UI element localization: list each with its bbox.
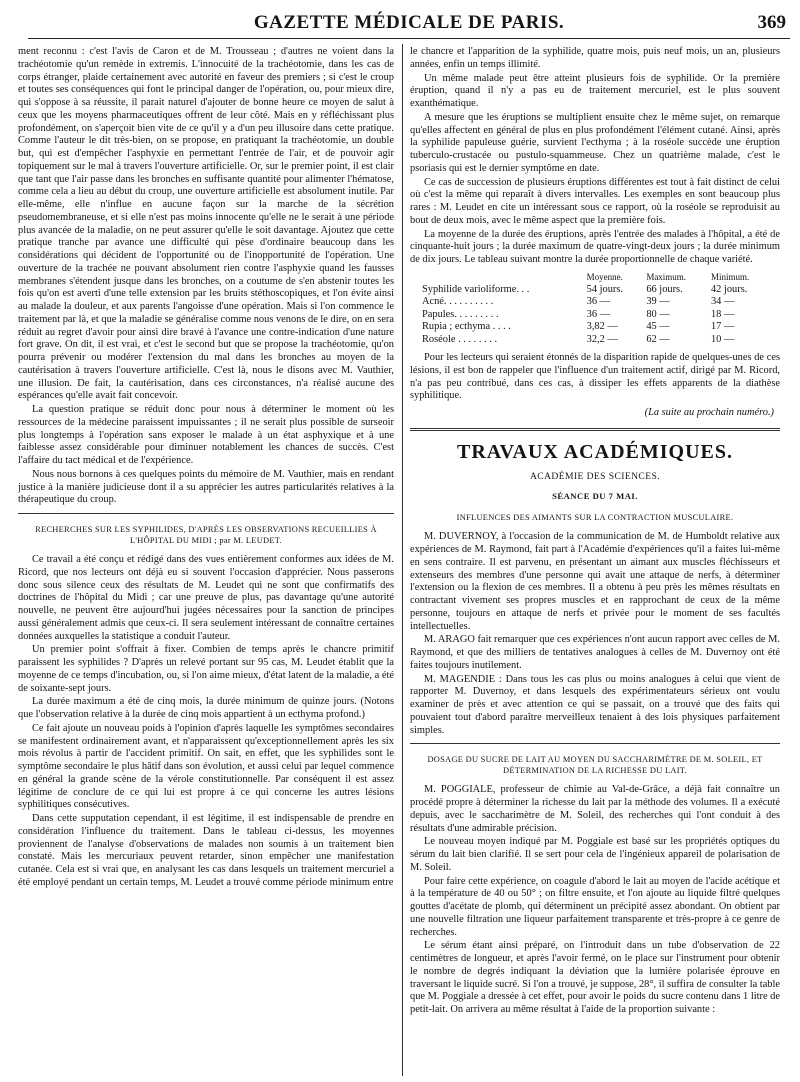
table-cell: Rupia ; ecthyma . . . . xyxy=(422,321,511,332)
table-row xyxy=(420,321,772,334)
paragraph: M. ARAGO fait remarquer que ces expériences n'ont aucun rapport avec celles de M. Raymond, et que des milliers de tentatives analogues à celles de M. Duvernoy ont été faites toujours inutilement. xyxy=(410,634,780,671)
table-cell: 10 — xyxy=(710,333,735,345)
paragraph: M. POGGIALE, professeur de chimie au Val-de-Grâce, a déjà fait connaître un procédé propre à déterminer la richesse du lait par la méthode des volumes. Il a exécuté depuis, avec le saccharimètre de M. Soleil, des recherches qui l'ont conduit à des résultats d'une admirable précision. xyxy=(410,784,780,834)
table-cell: Roséole . . . . . . . . xyxy=(422,333,498,345)
paragraph: Un même malade peut être atteint plusieurs fois de syphilide. Or la première éruption, quand il n'y a pas eu de traitement mercuriel, est le plus souvent exanthématique. xyxy=(410,72,780,109)
paragraph: le chancre et l'apparition de la syphilide, quatre mois, puis neuf mois, un an, plusieurs années, enfin un temps illimité. xyxy=(410,46,780,70)
continuation-note: (La suite au prochain numéro.) xyxy=(644,407,774,418)
section-rule xyxy=(410,743,780,744)
paragraph: A mesure que les éruptions se multiplient ensuite chez le même sujet, on remarque qu'elles affectent en général de plus en plus profondément l'élément cutané. Ainsi, après la syphilide papuleuse guérie, survient l'ecthyma ; à la roséole succède une éruption tuberculo-crustacée ou pustulo-squammeuse. Chez un quatrième malade, c'est le psoriasis qui est le dernier symptôme en date. xyxy=(410,111,780,174)
table-header-row xyxy=(420,271,772,284)
table-row xyxy=(420,309,772,322)
paragraph: Le nouveau moyen indiqué par M. Poggiale est basé sur les propriétés optiques du sérum du lait bien clarifié. Il se sert pour cela de l'ingénieux appareil de polarisation de M. Soleil. xyxy=(410,836,780,873)
paragraph: Dans cette supputation cependant, il est légitime, il est indispensable de prendre en considération l'influence du traitement. Dans le tableau ci-dessus, les moyennes proviennent de l'analyse d'observations de malades non soumis à un traitement bien constaté. Mais les mercuriaux peuvent retarder, sinon empêcher une manifestation cutanée. Cela est si vrai que, en analysant les cas dans lesquels un traitement mercuriel a été employé pendant un certain temps, M. Leudet a trouvé comme période minimum entre xyxy=(18,813,394,888)
academie-title: ACADÉMIE DES SCIENCES. xyxy=(529,470,661,482)
table-cell: 42 jours. xyxy=(710,283,748,295)
section-rule xyxy=(18,513,394,514)
paragraph: M. MAGENDIE : Dans tous les cas plus ou moins analogues à celui que vient de rapporter M. Duvernoy, et dans lesquels des expérimentateurs sérieux ont voulu examiner de près et avec attention ce qui se passait, on a trouvé que des faits qui pouvaient tout d'abord paraître merveilleux tenaient à des lois physiques parfaitement simples. xyxy=(410,673,780,736)
table-header: Moyenne. xyxy=(586,271,623,282)
page-number: 369 xyxy=(757,12,786,33)
paragraph: M. DUVERNOY, à l'occasion de la communication de M. de Humboldt relative aux expériences de M. Raymond, fait part à l'Académie d'expériences qu'il a faites lui-même en sens contraire. Il est parvenu, en présentant un aimant aux muscles fléchisseurs et extenseurs des membres d'une personne qui avait une attaque de nerfs, à déterminer l'extension ou la flexion de ces membres. Il a obtenu à peu près les mêmes résultats en contractant vivement ses propres muscles et en rapprochant de ceux de la même personne, toujours en attaque de nerfs et privée pour le moment de ses facultés intellectuelles. xyxy=(410,531,780,632)
paragraph: Pour faire cette expérience, on coagule d'abord le lait au moyen de l'acide acétique et à la température de 40 ou 50° ; on filtre ensuite, et l'on ajoute au liquide filtré quelques gouttes d'acétate de plomb, qui déterminent un précipité assez abondant. On obtient par une nouvelle filtration une liqueur parfaitement transparente et très-propre à ce genre de recherches. xyxy=(410,875,780,938)
table-cell: Papules. . . . . . . . . xyxy=(422,308,499,320)
table-cell: 80 — xyxy=(646,308,670,320)
paragraph: La question pratique se réduit donc pour nous à déterminer le moment où les ressources de la médecine paraissent impuissantes ; il ne serait plus possible de surseoir plus longtemps à l'opération sans exposer le malade à un état asphyxique et à une faiblesse assez considérable pour diminuer notablement les chances de succès. C'est l'affaire du tact médical et de l'expérience. xyxy=(18,404,394,466)
seance-date: SÉANCE DU 7 MAI. xyxy=(552,490,638,501)
table-cell: 36 — xyxy=(586,296,611,307)
table-cell: 32,2 — xyxy=(586,333,618,345)
section-title: DOSAGE DU SUCRE DE LAIT AU MOYEN DU SACCHARIMÈTRE DE M. SOLEIL, ET DÉTERMINATION DE LA RICHESSE DU LAIT. xyxy=(427,755,763,776)
table-row xyxy=(420,334,772,347)
table-row xyxy=(420,296,772,309)
table-cell: Syphilide varioliforme. . . xyxy=(422,283,530,295)
paragraph: Ce cas de succession de plusieurs éruptions différentes est tout à fait distinct de celui où c'est la même qui reparaît à divers intervalles. Les exemples en sont beaucoup plus rares : M. Leudet en cite un intéressant sous ce rapport, où la roséole se reproduisit au bout de deux mois, avec le même aspect que la première fois. xyxy=(410,176,780,226)
column-divider xyxy=(402,44,403,1076)
table-row xyxy=(420,284,772,297)
paragraph: La durée maximum a été de cinq mois, la durée minimum de quinze jours. (Notons que l'observation relative à la durée de cinq mois appartient à un ecthyma profond.) xyxy=(18,696,394,720)
table-cell: 36 — xyxy=(586,308,611,320)
journal-title: GAZETTE MÉDICALE DE PARIS. xyxy=(253,12,565,33)
table-cell: 54 jours. xyxy=(586,283,623,295)
page-header xyxy=(28,12,790,39)
table-cell: 66 jours. xyxy=(646,283,683,295)
duration-table xyxy=(420,271,772,346)
paragraph: Ce fait ajoute un nouveau poids à l'opinion d'après laquelle les symptômes secondaires se manifestent ordinairement avant, et n'apparaissent qu'exceptionnellement après les six mois révolus à partir de l'accident primitif. On sait, en effet, que les syphilides sont le symptôme secondaire le plus hâtif dans son évolution, et aussi celui par lequel commence en général la grande scène de la vérole constitutionnelle. Par conséquent il est assez légitime de conclure de ce qui lui est propre à ce qui concerne les autres lésions syphilitiques consécutives. xyxy=(18,722,394,811)
paragraph: Nous nous bornons à ces quelques points du mémoire de M. Vauthier, mais en rendant justice à la manière judicieuse dont il a su apprécier les autres particularités relatives à la thérapeutique du croup. xyxy=(18,468,394,506)
left-column xyxy=(18,46,394,1076)
paragraph: Ce travail a été conçu et rédigé dans des vues entièrement conformes aux idées de M. Ricord, que nos lecteurs ont déjà eu si souvent l'occasion d'apprécier. Nous passerons donc sous silence ceux des résultats de M. Leudet qui ne sont que confirmatifs des doctrines de l'hôpital du Midi ; car une preuve de plus, pas davantage qu'une autorité nouvelle, ne peuvent être aujourd'hui jugées nécessaires pour la sanction de principes aussi généralement admis que ceux-ci. Il sera seulement intéressant de connaître certaines données auxquelles la statistique a conduit l'auteur. xyxy=(18,554,394,642)
table-header: Maximum. xyxy=(646,271,687,282)
table-cell: 45 — xyxy=(646,321,670,332)
table-cell: 39 — xyxy=(646,296,670,307)
table-cell: Acné. . . . . . . . . . xyxy=(422,296,494,307)
table-cell: 17 — xyxy=(710,321,735,332)
table-header: Minimum. xyxy=(710,271,750,282)
paragraph: La moyenne de la durée des éruptions, après l'entrée des malades à l'hôpital, a été de cinquante-huit jours ; la durée maximum de quatre-vingt-deux jours ; la durée minimum de dix jours. Le tableau suivant montre la durée proportionnelle de chaque variété. xyxy=(410,228,780,265)
table-header xyxy=(420,271,585,284)
table-cell: 18 — xyxy=(710,308,735,320)
paragraph: Le sérum étant ainsi préparé, on l'introduit dans un tube d'observation de 22 centimètres de longueur, et après l'avoir fermé, on le place sur l'instrument pour obtenir le nombre de degrés indiquant la déviation que la lumière polarisée éprouve en traversant le liquide sucré. Si l'on a trouvé, je suppose, 28°, il suffira de consulter la table que M. Poggiale a dressée à cet effet, pour avoir le poids du sucre contenu dans 1 litre de petit-lait. On arrivera au même résultat à l'aide de la proportion suivante : xyxy=(410,940,780,1015)
paragraph: Un premier point s'offrait à fixer. Combien de temps après le chancre primitif paraissent les syphilides ? D'après un relevé portant sur 95 cas, M. Leudet établit que la moyenne de ce temps d'incubation, ou, si l'on aime mieux, d'état latent de la maladie, a été de soixante-sept jours. xyxy=(18,644,394,694)
topic-title: INFLUENCES DES AIMANTS SUR LA CONTRACTION MUSCULAIRE. xyxy=(456,513,734,523)
double-rule xyxy=(410,428,780,431)
table-cell: 62 — xyxy=(646,333,670,345)
table-cell: 34 — xyxy=(710,296,735,307)
right-column xyxy=(410,46,780,1076)
paragraph: Pour les lecteurs qui seraient étonnés de la disparition rapide de quelques-unes de ces lésions, il est bon de rappeler que l'influence d'un traitement actif, dirigé par M. Ricord, n'a pas peu contribué, dans ces cas, à dissiper les effets apparents de la diathèse syphilitique. xyxy=(410,352,780,402)
paragraph: ment reconnu : c'est l'avis de Caron et de M. Trousseau ; d'autres ne voient dans la trachéotomie qu'un remède in extremis. L'innocuité de la trachéotomie, dans les cas de corps étranger, plaide certainement avec autorité en faveur des premiers ; si c'est le croup et toutes ses conséquences qui font le principal danger de l'opération, ou, pour mieux dire, qui s'oppose à sa réussite, il parait naturel d'ajouter de bonne heure ce moyen de salut à ceux que les moyens pharmaceutiques offrent de leur côté. Mais en y réfléchissant plus profondément, on s'aperçoit bien vite de ce qu'il y a d'un peu illusoire dans cette pratique. Comme l'auteur le dit très-bien, on se propose, en pratiquant la trachéotomie, un double but, qui est d'empêcher l'asphyxie en permettant l'entrée de l'air, et de pouvoir agir topiquement sur le mal à travers l'ouverture artificielle. Or, sur le premier point, il est clair que tant que l'air passe dans les bronches en suffisante quantité pour alimenter l'hématose, comme cela a lieu au début du croup, une ouverture artificielle est absolument inutile. Par elle-même, elle n'influe en aucune façon sur la marche de la sécrétion pseudomembraneuse, et si elle n'est pas moins innocente qu'elle ne le serait à une période plus avancée de la maladie, on ne peut assurer qu'elle le soit davantage. Ajoutez que cette pratique tranche par avance une difficulté qui pèse d'ordinaire beaucoup dans les considérations qui décident de l'opportunité ou de l'inopportunité de l'opération. Une ouverture de la trachée ne pouvant absolument rien contre l'asphyxie quand les fausses membranes s'étendent jusque dans les bronches, on a coutume de s'en abstenir toutes les fois qu'on est averti d'une telle extension par les bruits stéthoscopiques, et l'on évite ainsi au malade la douleur, et aux parents l'angoisse d'une opération. Mais si l'on commence le traitement par là, et que la maladie se généralise comme nous venons de le dire, on en sera réduit au regret d'avoir pour ainsi dire bravé à l'avance une contre-indication d'une nature fort grave. On dit, il est vrai, et c'est le second but que se propose la trachéotomie, qu'on pourra prévenir ou modérer l'extension du mal dans les bronches au moyen de la cautérisation à travers l'ouverture artificielle. C'est là, nous le disons avec M. Vauthier, une illusion. De fait, la cautérisation, dans ces circonstances, n'a réalisé aucune des espérances qu'elle avait fait concevoir. xyxy=(18,46,394,402)
table-cell: 3,82 — xyxy=(586,321,618,332)
travaux-title: TRAVAUX ACADÉMIQUES. xyxy=(457,440,733,463)
section-title: RECHERCHES SUR LES SYPHILIDES, D'APRÈS LES OBSERVATIONS RECUEILLIES À L'HÔPITAL DU MIDI ; par M. LEUDET. xyxy=(35,525,377,545)
